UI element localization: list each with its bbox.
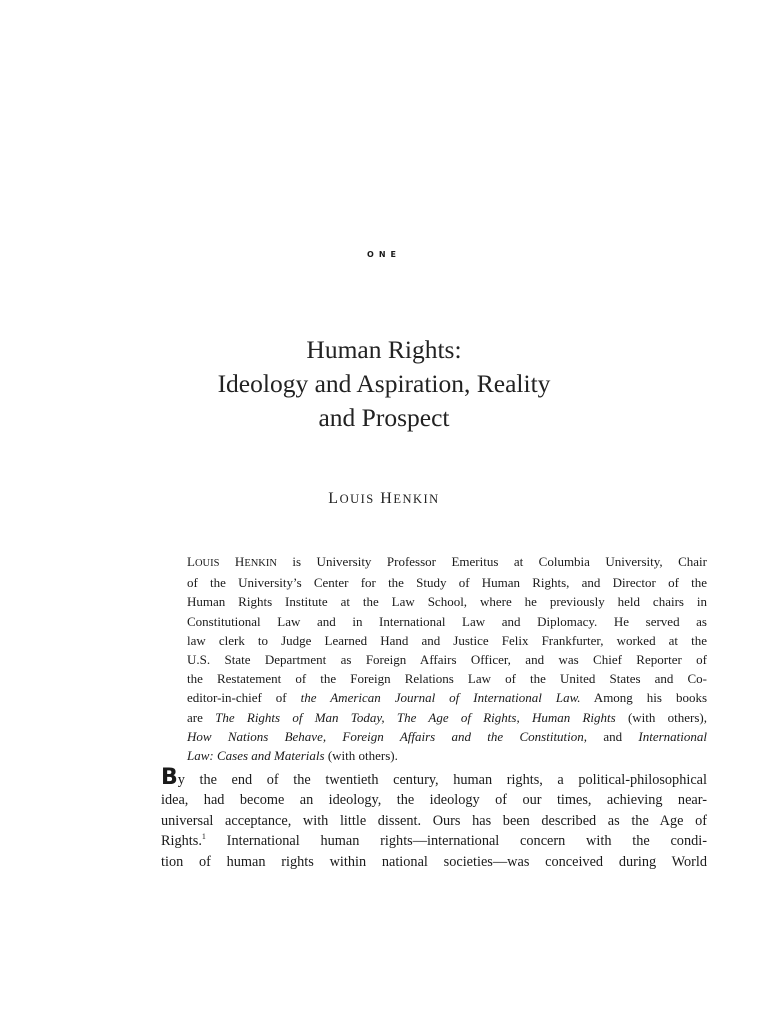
chapter-title-line-2: Ideology and Aspiration, Reality bbox=[217, 369, 551, 398]
bio-text: are bbox=[187, 709, 216, 725]
drop-cap: B bbox=[161, 765, 178, 790]
bio-line bbox=[187, 688, 707, 707]
bio-name-initial-1: L bbox=[187, 554, 195, 569]
body-text: International human rights—international concern with the condi- bbox=[205, 833, 707, 850]
chapter-title bbox=[0, 333, 768, 435]
bio-book-title: How Nations Behave, Foreign Affairs and the Constitution, bbox=[187, 728, 588, 744]
body-line: idea, had become an ideology, the ideology of our times, achieving near- bbox=[161, 792, 707, 809]
bio-line: of the University’s Center for the Study of Human Rights, and Director of the bbox=[187, 575, 707, 591]
chapter-title-line-1: Human Rights: bbox=[306, 335, 462, 364]
chapter-title-line-3: and Prospect bbox=[318, 403, 450, 432]
bio-name-rest-1: OUIS bbox=[194, 558, 220, 569]
author-bio bbox=[187, 552, 707, 765]
body-line bbox=[161, 831, 707, 851]
author-first-initial: L bbox=[328, 490, 340, 507]
body-line bbox=[161, 765, 707, 790]
bio-name-initial-2: H bbox=[234, 554, 245, 569]
author-last-initial: H bbox=[380, 490, 394, 507]
author-name bbox=[0, 490, 768, 508]
body-line: tion of human rights within national societies—was conceived during World bbox=[161, 853, 707, 870]
bio-line-1-text: is University Professor Emeritus at Columbia University, Chair bbox=[276, 554, 708, 569]
body-text: Rights. bbox=[161, 833, 202, 850]
bio-line: law clerk to Judge Learned Hand and Justice Felix Frankfurter, worked at the bbox=[187, 632, 707, 648]
body-paragraph bbox=[161, 765, 707, 872]
bio-text: and bbox=[587, 728, 639, 744]
body-text: y the end of the twentieth century, human rights, a political-philosophical bbox=[177, 772, 707, 788]
chapter-number: ONE bbox=[367, 250, 401, 259]
bio-book-title: the American Journal of International Law. bbox=[300, 690, 581, 706]
bio-name-rest-2: ENKIN bbox=[244, 558, 277, 569]
bio-line: Human Rights Institute at the Law School, where he previously held chairs in bbox=[187, 594, 707, 610]
bio-book-title: International bbox=[638, 728, 707, 744]
bio-line: Constitutional Law and in International Law and Diplomacy. He served as bbox=[187, 613, 707, 629]
bio-line bbox=[187, 727, 707, 746]
author-first-rest: OUIS bbox=[339, 492, 375, 506]
footnote-marker[interactable]: 1 bbox=[201, 832, 206, 842]
bio-text: (with others). bbox=[324, 748, 398, 764]
bio-line: U.S. State Department as Foreign Affairs Officer, and was Chief Reporter of bbox=[187, 652, 707, 668]
body-line: universal acceptance, with little dissent. Ours has been described as the Age of bbox=[161, 812, 707, 829]
bio-line: the Restatement of the Foreign Relations Law of the United States and Co- bbox=[187, 671, 707, 687]
bio-line bbox=[187, 746, 707, 765]
bio-book-title: The Rights of Man Today, The Age of Rights, Human Rights bbox=[215, 709, 616, 725]
bio-text: (with others), bbox=[615, 709, 707, 725]
bio-text: Among his books bbox=[580, 690, 707, 706]
bio-text: editor-in-chief of bbox=[187, 690, 301, 706]
author-last-rest: ENKIN bbox=[393, 492, 440, 506]
bio-line bbox=[187, 552, 707, 573]
bio-line bbox=[187, 708, 707, 727]
bio-book-title: Law: Cases and Materials bbox=[187, 748, 325, 764]
